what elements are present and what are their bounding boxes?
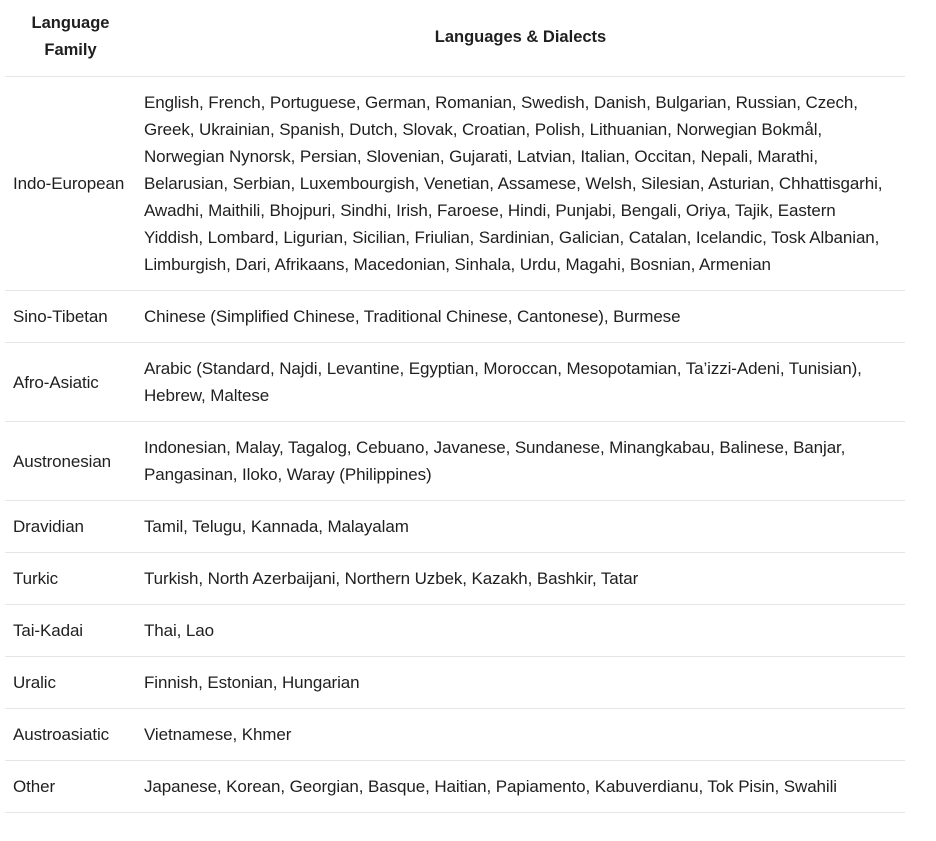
table-row — [5, 501, 905, 553]
table-row — [5, 77, 905, 291]
table-row — [5, 605, 905, 657]
languages-cell: Finnish, Estonian, Hungarian — [136, 657, 905, 709]
family-cell: Turkic — [5, 553, 136, 605]
table-row — [5, 422, 905, 501]
table-row — [5, 291, 905, 343]
family-cell: Other — [5, 761, 136, 813]
table-row — [5, 761, 905, 813]
header-row — [5, 0, 905, 77]
languages-cell: Tamil, Telugu, Kannada, Malayalam — [136, 501, 905, 553]
language-table-container — [5, 0, 905, 813]
family-cell: Dravidian — [5, 501, 136, 553]
family-cell: Uralic — [5, 657, 136, 709]
table-row — [5, 709, 905, 761]
table-row — [5, 657, 905, 709]
family-cell: Tai-Kadai — [5, 605, 136, 657]
languages-cell: Thai, Lao — [136, 605, 905, 657]
languages-cell: Indonesian, Malay, Tagalog, Cebuano, Javanese, Sundanese, Minangkabau, Balinese, Banjar, Pangasinan, Iloko, Waray (Philippines) — [136, 422, 905, 501]
table-row — [5, 553, 905, 605]
family-cell: Austroasiatic — [5, 709, 136, 761]
languages-cell: Vietnamese, Khmer — [136, 709, 905, 761]
table-body — [5, 77, 905, 813]
column-header-family: Language Family — [5, 0, 136, 77]
family-cell: Indo-European — [5, 77, 136, 291]
languages-cell: Arabic (Standard, Najdi, Levantine, Egyptian, Moroccan, Mesopotamian, Ta’izzi-Adeni, Tunisian), Hebrew, Maltese — [136, 343, 905, 422]
family-cell: Austronesian — [5, 422, 136, 501]
languages-cell: Turkish, North Azerbaijani, Northern Uzbek, Kazakh, Bashkir, Tatar — [136, 553, 905, 605]
table-header — [5, 0, 905, 77]
languages-cell: English, French, Portuguese, German, Romanian, Swedish, Danish, Bulgarian, Russian, Czech, Greek, Ukrainian, Spanish, Dutch, Slovak, Croatian, Polish, Lithuanian, Norwegian Bokmål, Norwegian Nynorsk, Persian, Slovenian, Gujarati, Latvian, Italian, Occitan, Nepali, Marathi, Belarusian, Serbian, Luxembourgish, Venetian, Assamese, Welsh, Silesian, Asturian, Chhattisgarhi, Awadhi, Maithili, Bhojpuri, Sindhi, Irish, Faroese, Hindi, Punjabi, Bengali, Oriya, Tajik, Eastern Yiddish, Lombard, Ligurian, Sicilian, Friulian, Sardinian, Galician, Catalan, Icelandic, Tosk Albanian, Limburgish, Dari, Afrikaans, Macedonian, Sinhala, Urdu, Magahi, Bosnian, Armenian — [136, 77, 905, 291]
languages-cell: Chinese (Simplified Chinese, Traditional Chinese, Cantonese), Burmese — [136, 291, 905, 343]
language-table — [5, 0, 905, 813]
family-cell: Afro-Asiatic — [5, 343, 136, 422]
table-row — [5, 343, 905, 422]
languages-cell: Japanese, Korean, Georgian, Basque, Haitian, Papiamento, Kabuverdianu, Tok Pisin, Swahili — [136, 761, 905, 813]
column-header-languages: Languages & Dialects — [136, 0, 905, 77]
family-cell: Sino-Tibetan — [5, 291, 136, 343]
